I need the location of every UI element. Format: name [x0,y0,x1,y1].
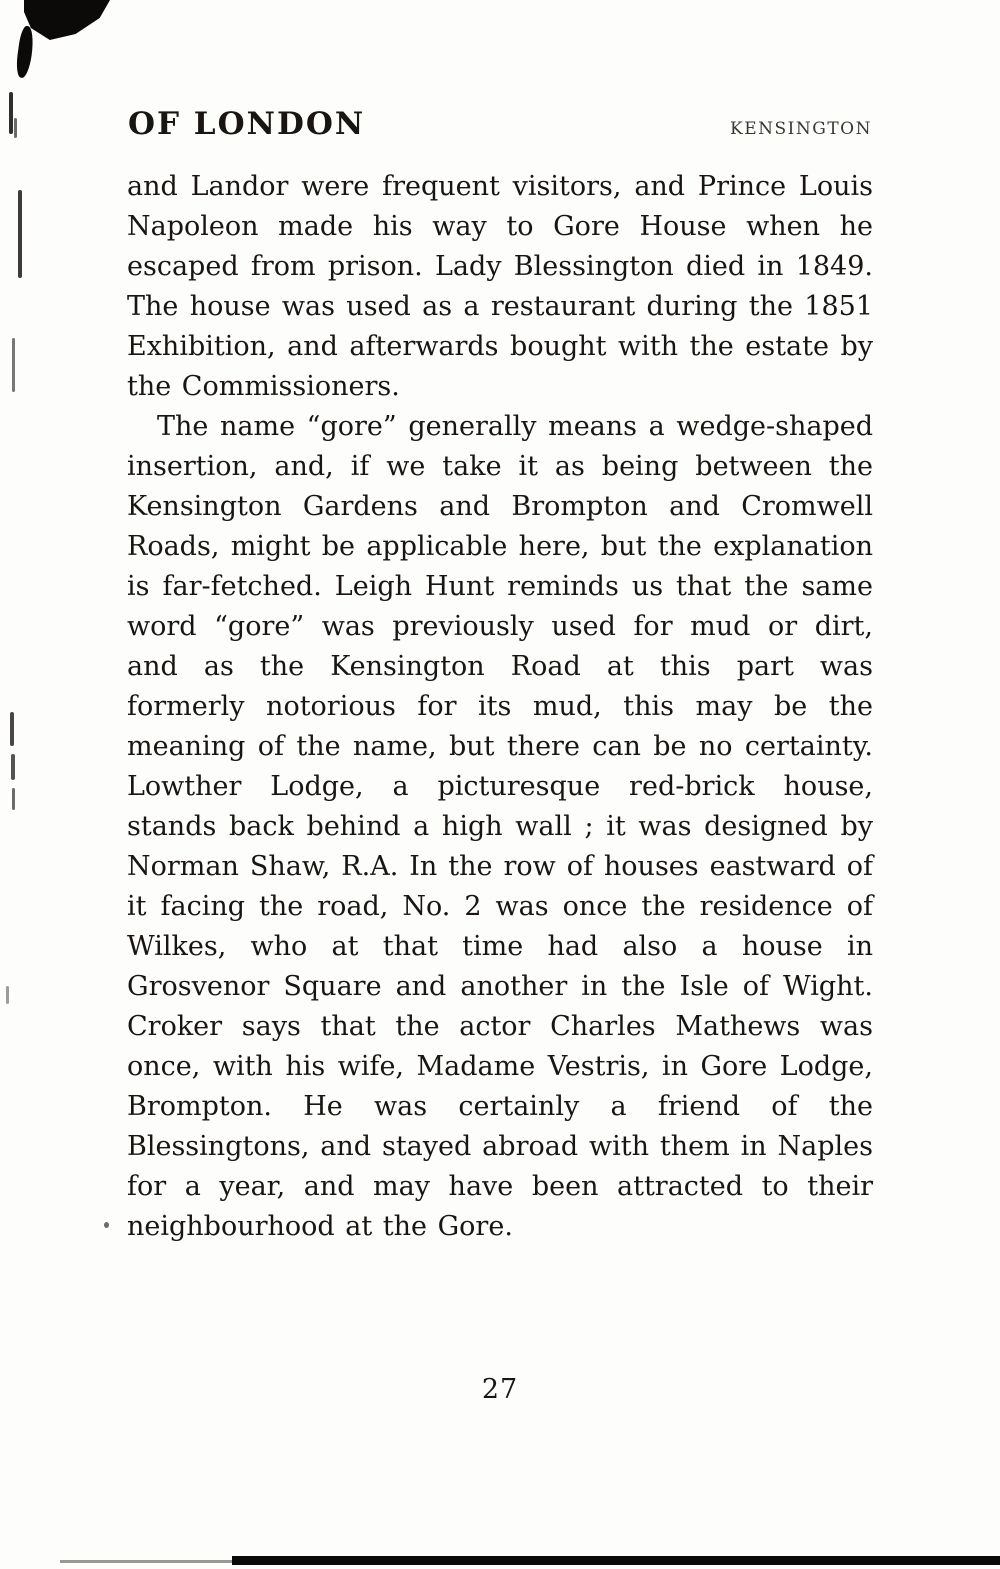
scan-artifact-ink-blob [14,25,35,78]
scan-artifact-edge-mark [6,986,9,1004]
scan-artifact-edge-mark [12,788,15,810]
scan-artifact-edge-mark [14,118,17,138]
scan-artifact-ink-blob [24,0,110,40]
paragraph: and Landor were frequent visitors, and Prince Louis Napoleon made his way to Gore House when he escaped from prison. Lady Blessington died in 1849. The house was used as a restaurant during the 1851 Exhibition, and afterwards bought with the estate by the Commissioners. [127,171,873,402]
scan-artifact-bottom-edge [232,1556,1000,1565]
running-title: OF LONDON [128,106,366,142]
body-text [127,167,873,1247]
scan-artifact-bottom-edge [60,1560,232,1563]
scan-artifact-speck [104,1222,109,1228]
scan-artifact-edge-mark [10,712,14,746]
scan-artifact-edge-mark [9,92,13,134]
scan-artifact-edge-mark [12,338,15,392]
running-section: KENSINGTON [730,119,872,139]
paragraph: The name “gore” generally means a wedge-shaped insertion, and, if we take it as being between the Kensington Gardens and Brompton and Cromwell Roads, might be applicable here, but the explanation is far-fetched. Leigh Hunt reminds us that the same word “gore” was previously used for mud or dirt, and as the Kensington Road at this part was formerly notorious for its mud, this may be the meaning of the name, but there can be no certainty. Lowther Lodge, a picturesque red-brick house, stands back behind a high wall ; it was designed by Norman Shaw, R.A. In the row of houses eastward of it facing the road, No. 2 was once the residence of Wilkes, who at that time had also a house in Grosvenor Square and another in the Isle of Wight. Croker says that the actor Charles Mathews was once, with his wife, Madame Vestris, in Gore Lodge, Brompton. He was certainly a friend of the Blessingtons, and stayed abroad with them in Naples for a year, and may have been attracted to their neighbourhood at the Gore. [127,411,873,1242]
scan-artifact-edge-mark [18,190,22,278]
running-head [128,106,872,142]
scan-artifact-edge-mark [11,754,15,780]
page-number: 27 [481,1374,519,1405]
